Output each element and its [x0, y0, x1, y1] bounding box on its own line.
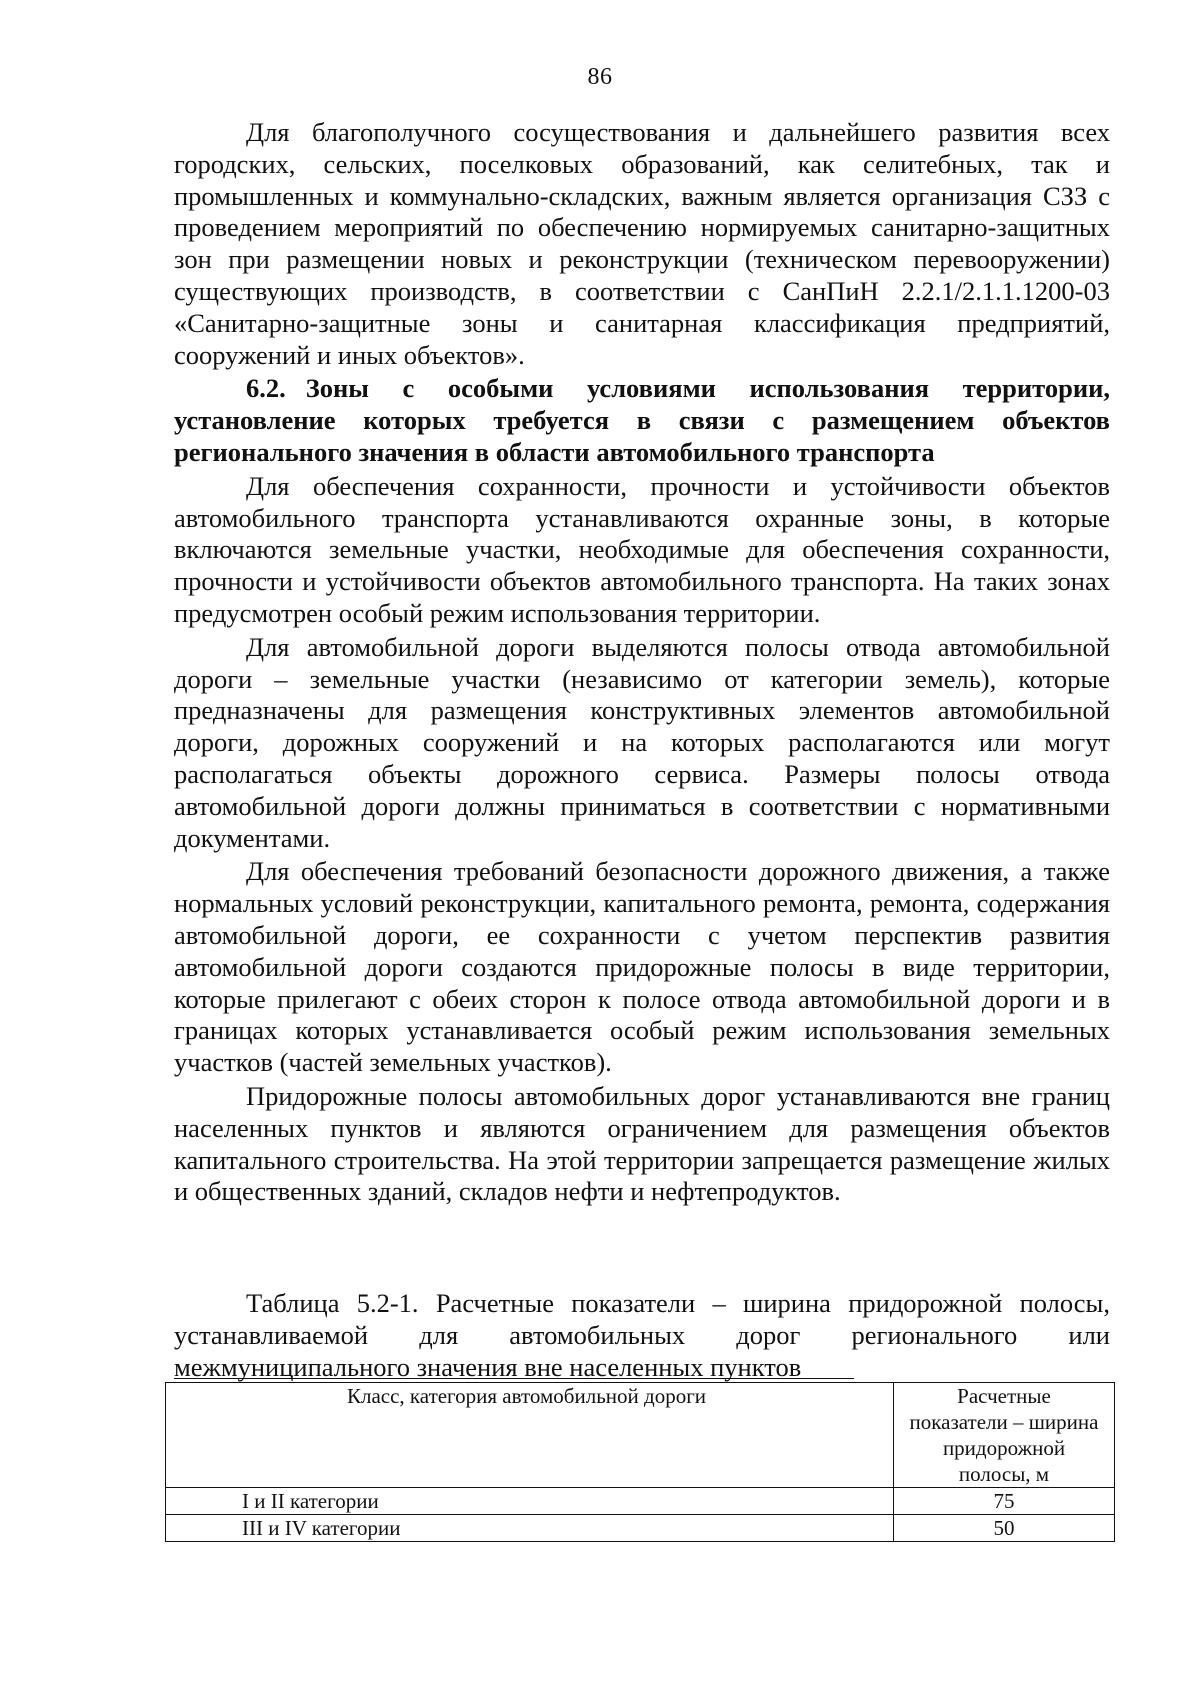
- section-number: 6.2.: [246, 373, 286, 404]
- section-heading: [174, 373, 1110, 468]
- roadside-width-table: [165, 1382, 1115, 1542]
- caption-underline: [174, 1378, 854, 1379]
- row-width-value: 75: [894, 1488, 1115, 1515]
- row-category: I и II категории: [166, 1488, 894, 1515]
- paragraph-protected-zones: Для обеспечения сохранности, прочности и устойчивости объектов автомобильного транспорта устанавливаются охранные зоны, в которые включаются земельные участки, необходимые для обеспечения сохранности, прочности и устойчивости объектов автомобильного транспорта. На таких зонах предусмотрен особый режим использования территории.: [174, 470, 1110, 628]
- paragraph-restrictions: Придорожные полосы автомобильных дорог устанавливаются вне границ населенных пунктов и являются ограничением для размещения объектов капитального строительства. На этой территории запрещается размещение жилых и общественных зданий, складов нефти и нефтепродуктов.: [174, 1080, 1110, 1207]
- table-header-row: [166, 1383, 1115, 1488]
- header-width-line: придорожной: [942, 1436, 1066, 1460]
- paragraph-roadside-strips: Для обеспечения требований безопасности дорожного движения, а также нормальных условий реконструкции, капитального ремонта, ремонта, содержания автомобильной дороги, ее сохранности с учетом перспектив развития автомобильной дороги создаются придорожные полосы в виде территории, которые прилегают с обеих сторон к полосе отвода автомобильной дороги и в границах которых устанавливается особый режим использования земельных участков (частей земельных участков).: [174, 856, 1110, 1078]
- page-number: 86: [587, 64, 613, 90]
- table-row: [166, 1488, 1115, 1515]
- section-title: Зоны с особыми условиями использования территории, установление которых требуется в связи с размещением объектов регионального значения в области автомобильного транспорта: [174, 373, 1110, 467]
- row-category: III и IV категории: [166, 1515, 894, 1542]
- document-body: [174, 117, 1110, 1208]
- header-width: [894, 1383, 1115, 1488]
- table-row: [166, 1515, 1115, 1542]
- header-width-line: Расчетные: [957, 1384, 1051, 1408]
- paragraph-right-of-way: Для автомобильной дороги выделяются полосы отвода автомобильной дороги – земельные участки (независимо от категории земель), которые предназначены для размещения конструктивных элементов автомобильной дороги, дорожных сооружений и на которых располагаются или могут располагаться объекты дорожного сервиса. Размеры полосы отвода автомобильной дороги должны приниматься в соответствии с нормативными документами.: [174, 631, 1110, 853]
- row-width-value: 50: [894, 1515, 1115, 1542]
- paragraph-sanitary-zones: Для благополучного сосуществования и дальнейшего развития всех городских, сельских, поселковых образований, как селитебных, так и промышленных и коммунально-складских, важным является организация СЗЗ с проведением мероприятий по обеспечению нормируемых санитарно-защитных зон при размещении новых и реконструкции (техническом перевооружении) существующих производств, в соответствии с СанПиН 2.2.1/2.1.1.1200-03 «Санитарно-защитные зоны и санитарная классификация предприятий, сооружений и иных объектов».: [174, 117, 1110, 370]
- table-caption: Таблица 5.2-1. Расчетные показатели – ширина придорожной полосы, устанавливаемой для автомобильных дорог регионального или межмуниципального значения вне населенных пунктов: [174, 1288, 1110, 1382]
- header-width-line: полосы, м: [958, 1462, 1050, 1486]
- header-width-line: показатели – ширина: [909, 1410, 1099, 1434]
- header-road-category: Класс, категория автомобильной дороги: [166, 1383, 894, 1488]
